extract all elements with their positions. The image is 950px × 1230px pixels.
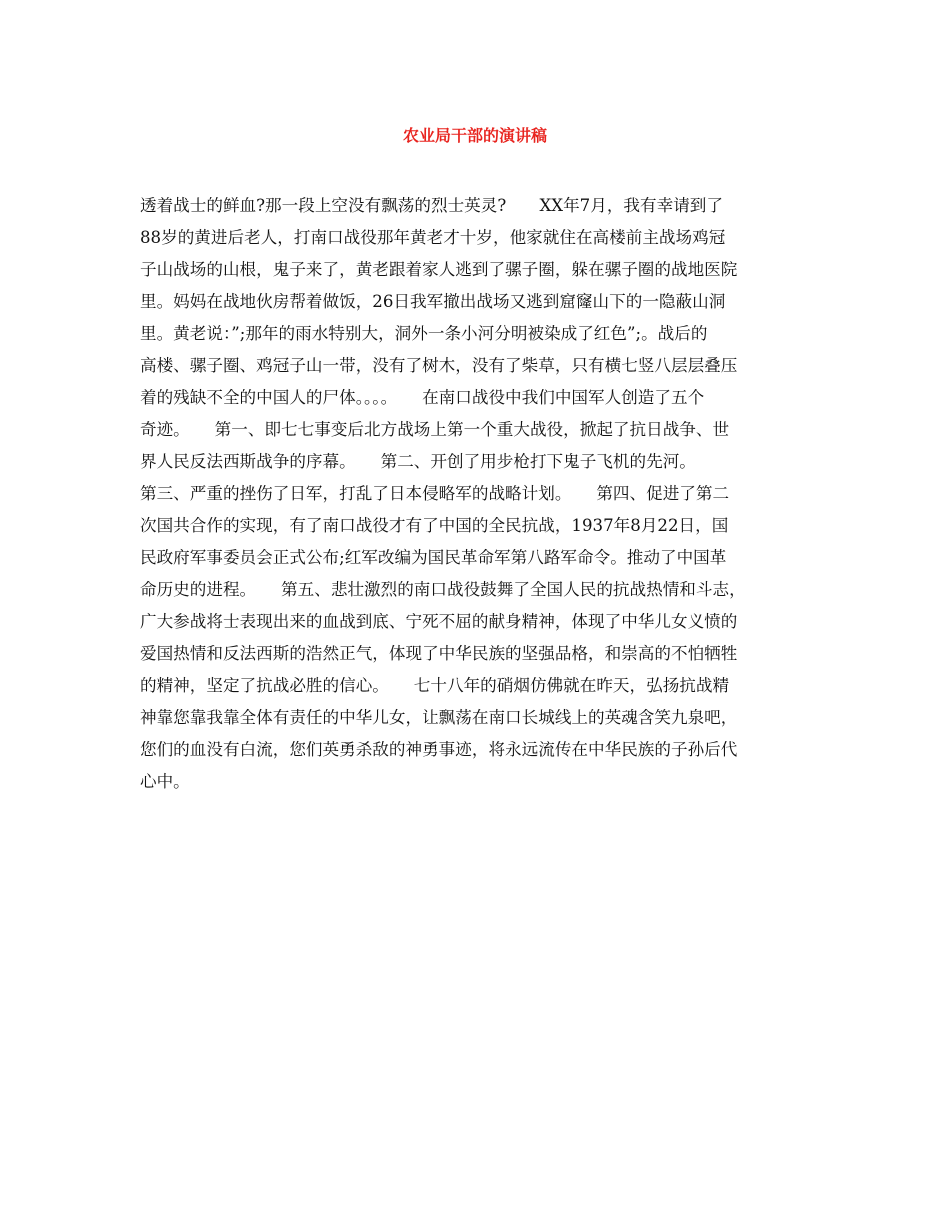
body-line: 里。黄老说：”;那年的雨水特别大，洞外一条小河分明被染成了红色”;。战后的 bbox=[140, 324, 708, 343]
body-line: 爱国热情和反法西斯的浩然正气，体现了中华民族的坚强品格，和崇高的不怕牺牲 bbox=[140, 644, 738, 663]
body-line: 着的残缺不全的中国人的尸体。。。。 在南口战役中我们中国军人创造了五个 bbox=[140, 388, 705, 407]
body-line: 广大参战将士表现出来的血战到底、宁死不屈的献身精神，体现了中华儿女义愤的 bbox=[140, 612, 738, 631]
body-line: 奇迹。 第一、即七七事变后北方战场上第一个重大战役，掀起了抗日战争、世 bbox=[140, 420, 730, 439]
body-line: 心中。 bbox=[140, 772, 190, 791]
body-line: 您们的血没有白流，您们英勇杀敌的神勇事迹，将永远流传在中华民族的子孙后代 bbox=[140, 740, 738, 759]
body-line: 里。妈妈在战地伙房帮着做饭，26日我军撤出战场又逃到窟窿山下的一隐蔽山洞 bbox=[140, 292, 726, 311]
body-line: 的精神，坚定了抗战必胜的信心。 七十八年的硝烟仿佛就在昨天，弘扬抗战精 bbox=[140, 676, 730, 695]
document-title: 农业局干部的演讲稿 bbox=[402, 126, 547, 145]
body-line: 第三、严重的挫伤了日军，打乱了日本侵略军的战略计划。 第四、促进了第二 bbox=[140, 484, 730, 503]
body-line: 神靠您靠我靠全体有责任的中华儿女，让飘荡在南口长城线上的英魂含笑九泉吧， bbox=[140, 708, 738, 727]
body-line: 界人民反法西斯战争的序幕。 第二、开创了用步枪打下鬼子飞机的先河。 bbox=[140, 452, 696, 471]
body-line: 透着战士的鲜血?那一段上空没有飘荡的烈士英灵? XX年7月，我有幸请到了 bbox=[140, 196, 723, 215]
body-line: 命历史的进程。 第五、悲壮激烈的南口战役鼓舞了全国人民的抗战热情和斗志， bbox=[140, 580, 746, 599]
body-line: 次国共合作的实现，有了南口战役才有了中国的全民抗战，1937年8月22日，国 bbox=[140, 516, 729, 535]
body-line: 子山战场的山根，鬼子来了，黄老跟着家人逃到了骡子圈，躲在骡子圈的战地医院 bbox=[140, 260, 738, 279]
body-line: 民政府军事委员会正式公布;红军改编为国民革命军第八路军命令。推动了中国革 bbox=[140, 548, 727, 567]
document-body bbox=[140, 190, 816, 798]
body-line: 高楼、骡子圈、鸡冠子山一带，没有了树木，没有了柴草，只有横七竖八层层叠压 bbox=[140, 356, 738, 375]
body-line: 88岁的黄进后老人，打南口战役那年黄老才十岁，他家就住在高楼前主战场鸡冠 bbox=[140, 228, 726, 247]
